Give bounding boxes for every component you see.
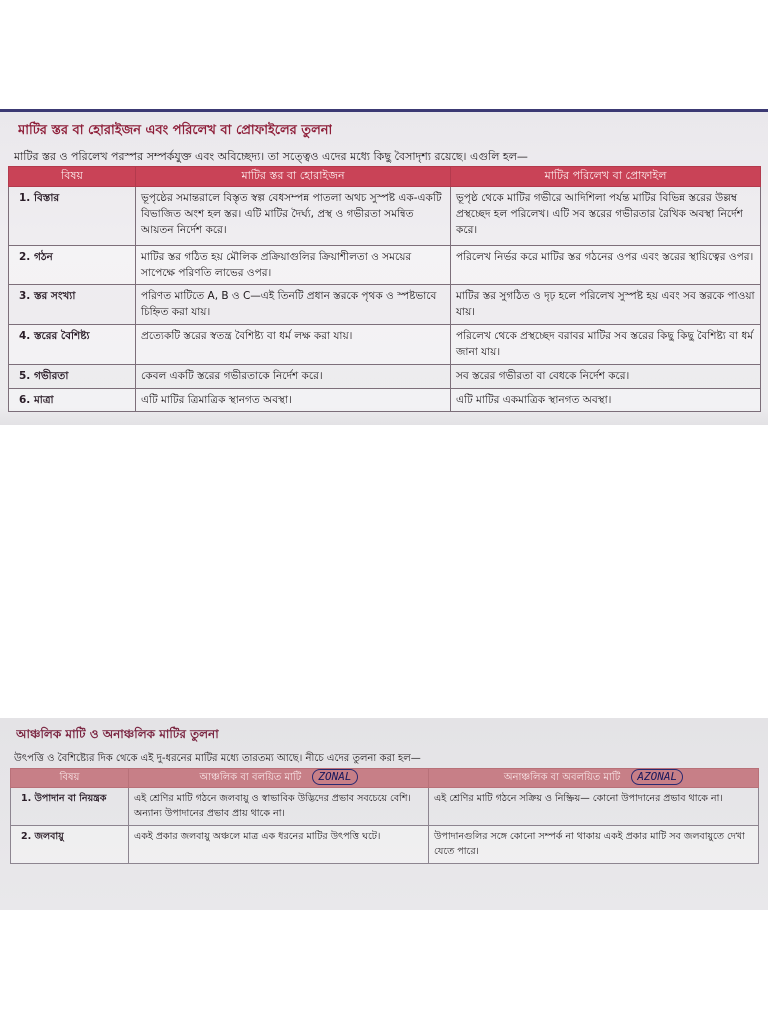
- row-subject: 5. গভীরতা: [9, 365, 136, 389]
- table-row: [11, 788, 759, 826]
- row-horizon-cell: প্রত্যেকটি স্তরের স্বতন্ত্র বৈশিষ্ট্য বা ধর্ম লক্ষ করা যায়।: [136, 325, 451, 365]
- row-subject: 3. স্তর সংখ্যা: [9, 285, 136, 325]
- section-intro: মাটির স্তর ও পরিলেখ পরস্পর সম্পর্কযুক্ত এবং অবিচ্ছেদ্য। তা সত্ত্বেও এদের মধ্যে কিছু বৈসাদৃশ্য রয়েছে। এগুলি হল—: [14, 150, 528, 163]
- row-subject: 2. জলবায়ু: [11, 826, 129, 864]
- row-profile-cell: মাটির স্তর সুগঠিত ও দৃঢ় হলে পরিলেখ সুস্পষ্ট হয় এবং সব স্তরকে পাওয়া যায়।: [451, 285, 761, 325]
- row-horizon-cell: ভূপৃষ্ঠের সমান্তরালে বিস্তৃত স্বল্প বেধসম্পন্ন পাতলা অথচ সুস্পষ্ট এক-একটি বিভাজিত অংশ হল স্তর। এটি মাটির দৈর্ঘ্য, প্রস্থ ও গভীরতা সমন্বিত আয়তন নির্দেশ করে।: [136, 187, 451, 246]
- header-zonal: [129, 769, 429, 788]
- table-header-row: [9, 167, 761, 187]
- header-subject: বিষয়: [9, 167, 136, 187]
- row-profile-cell: পরিলেখ নির্ভর করে মাটির স্তর গঠনের ওপর এবং স্তরের স্থায়িত্বের ওপর।: [451, 246, 761, 285]
- handwritten-azonal-note: AZONAL: [631, 769, 683, 785]
- row-horizon-cell: পরিণত মাটিতে A, B ও C—এই তিনটি প্রধান স্তরকে পৃথক ও স্পষ্টভাবে চিহ্নিত করা যায়।: [136, 285, 451, 325]
- row-horizon-cell: মাটির স্তর গঠিত হয় মৌলিক প্রক্রিয়াগুলির ক্রিয়াশীলতা ও সময়ের সাপেক্ষে পরিণতি লাভের ওপর।: [136, 246, 451, 285]
- table-row: [9, 285, 761, 325]
- handwritten-zonal-note: ZONAL: [312, 769, 357, 785]
- row-subject: 1. উপাদান বা নিয়ন্ত্রক: [11, 788, 129, 826]
- table-row: [9, 365, 761, 389]
- row-zonal-cell: এই শ্রেণির মাটি গঠনে জলবায়ু ও স্বাভাবিক উদ্ভিদের প্রভাব সবচেয়ে বেশি। অন্যান্য উপাদানের প্রভাব প্রায় থাকে না।: [129, 788, 429, 826]
- row-zonal-cell: একই প্রকার জলবায়ু অঞ্চলে মাত্র এক ধরনের মাটির উৎপত্তি ঘটে।: [129, 826, 429, 864]
- header-azonal-label: অনাঞ্চলিক বা অবলয়িত মাটি: [503, 772, 621, 783]
- row-azonal-cell: এই শ্রেণির মাটি গঠনে সক্রিয় ও নিষ্ক্রিয়— কোনো উপাদানের প্রভাব থাকে না।: [429, 788, 759, 826]
- row-subject: 4. স্তরের বৈশিষ্ট্য: [9, 325, 136, 365]
- page-top-rule: [0, 109, 768, 112]
- header-azonal: [429, 769, 759, 788]
- row-profile-cell: সব স্তরের গভীরতা বা বেধকে নির্দেশ করে।: [451, 365, 761, 389]
- photo-edge-shade: [0, 407, 768, 425]
- header-subject: বিষয়: [11, 769, 129, 788]
- row-subject: 2. গঠন: [9, 246, 136, 285]
- row-profile-cell: পরিলেখ থেকে প্রস্থচ্ছেদ বরাবর মাটির সব স্তরের কিছু কিছু বৈশিষ্ট্য বা ধর্ম জানা যায়।: [451, 325, 761, 365]
- cropped-previous-text: [40, 718, 680, 722]
- row-horizon-cell: কেবল একটি স্তরের গভীরতাকে নির্দেশ করে।: [136, 365, 451, 389]
- row-profile-cell: এটি মাটির একমাত্রিক স্থানগত অবস্থা।: [451, 389, 761, 412]
- table-row: [9, 187, 761, 246]
- table-row: [9, 325, 761, 365]
- header-horizon: মাটির স্তর বা হোরাইজন: [136, 167, 451, 187]
- table-header-row: [11, 769, 759, 788]
- header-profile: মাটির পরিলেখ বা প্রোফাইল: [451, 167, 761, 187]
- row-profile-cell: ভূপৃষ্ঠ থেকে মাটির গভীরে আদিশিলা পর্যন্ত মাটির বিভিন্ন স্তরের উল্লম্ব প্রস্থচ্ছেদ হল পরিলেখ। এটি সব স্তরের গভীরতার রৈখিক অবস্থা নির্দেশ করে।: [451, 187, 761, 246]
- section-intro: উৎপত্তি ও বৈশিষ্ট্যের দিক থেকে এই দু-ধরনের মাটির মধ্যে তারতম্য আছে। নীচে এদের তুলনা করা হল—: [14, 753, 421, 764]
- page-photo-zonal-azonal: [0, 718, 768, 910]
- header-zonal-label: আঞ্চলিক বা বলয়িত মাটি: [199, 772, 302, 783]
- page-photo-horizon-profile: [0, 109, 768, 425]
- row-horizon-cell: এটি মাটির ত্রিমাত্রিক স্থানগত অবস্থা।: [136, 389, 451, 412]
- section-heading: মাটির স্তর বা হোরাইজন এবং পরিলেখ বা প্রোফাইলের তুলনা: [18, 123, 333, 138]
- row-subject: 1. বিস্তার: [9, 187, 136, 246]
- comparison-table-zonal-azonal: [10, 768, 759, 864]
- table-row: [9, 246, 761, 285]
- row-subject: 6. মাত্রা: [9, 389, 136, 412]
- table-row: [11, 826, 759, 864]
- comparison-table-horizon-profile: [8, 166, 761, 412]
- row-azonal-cell: উপাদানগুলির সঙ্গে কোনো সম্পর্ক না থাকায় একই প্রকার মাটি সব জলবায়ুতে দেখা যেতে পারে।: [429, 826, 759, 864]
- section-heading: আঞ্চলিক মাটি ও অনাঞ্চলিক মাটির তুলনা: [16, 727, 219, 741]
